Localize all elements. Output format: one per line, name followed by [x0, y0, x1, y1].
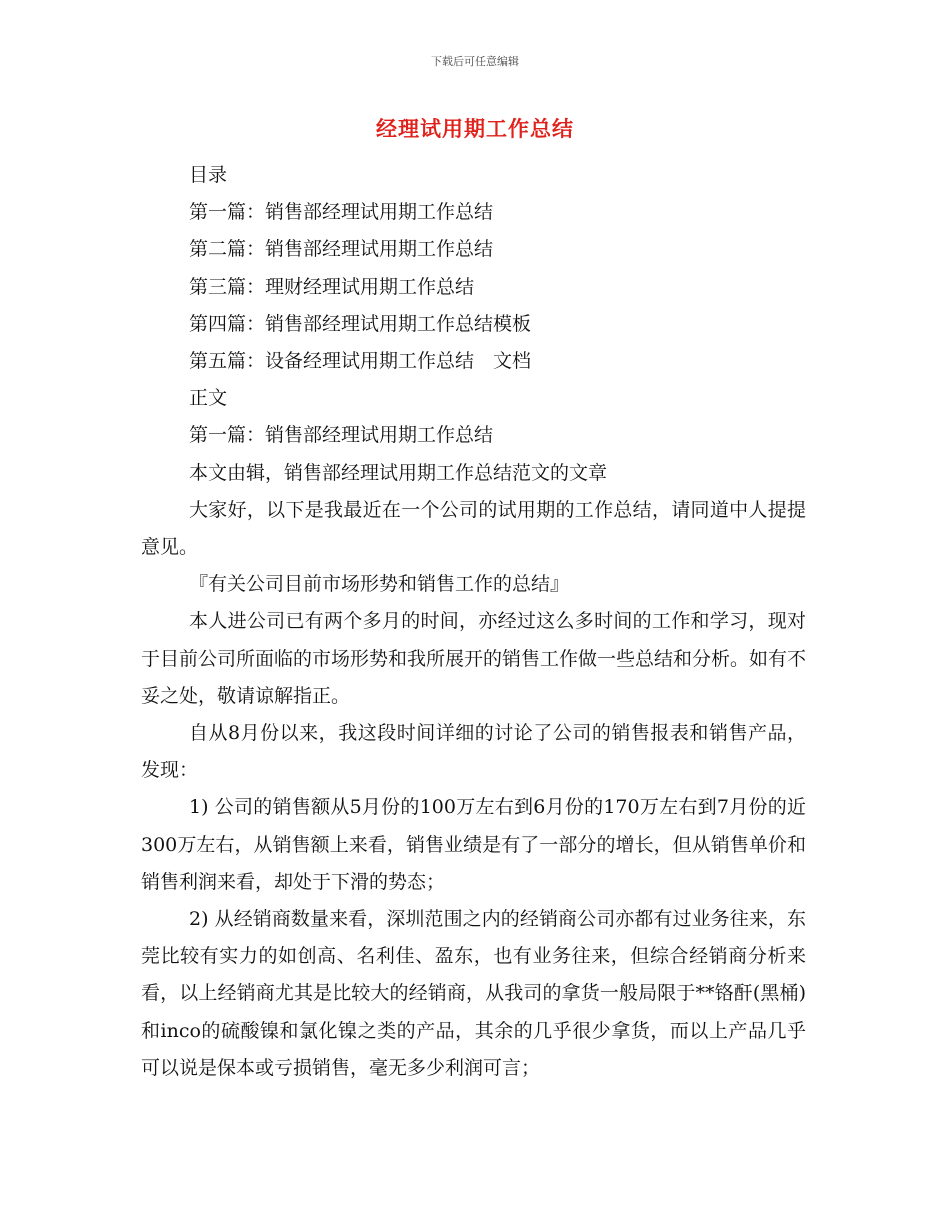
paragraph-point-1: 1) 公司的销售额从5月份的100万左右到6月份的170万左右到7月份的近300万左右，从销售额上来看，销售业绩是有了一部分的增长，但从销售单价和销售利润来看，却处于下滑的势态；	[141, 796, 806, 893]
section-title: 第一篇：销售部经理试用期工作总结	[189, 424, 494, 447]
header-note: 下载后可任意编辑	[431, 55, 519, 68]
document-title: 经理试用期工作总结	[376, 117, 574, 141]
toc-item-5: 第五篇：设备经理试用期工作总结 文档	[189, 350, 532, 373]
source-line: 本文由辑，销售部经理试用期工作总结范文的文章	[189, 461, 608, 484]
paragraph-point-2: 2) 从经销商数量来看，深圳范围之内的经销商公司亦都有过业务往来，东莞比较有实力的如创高、名利佳、盈东，也有业务往来，但综合经销商分析来看，以上经销商尤其是比较大的经销商，从我司的拿货一般局限于**铬酐(黑桶)和inco的硫酸镍和氯化镍之类的产品，其余的几乎很少拿货，而以上产品几乎可以说是保本或亏损销售，毫无多少利润可言；	[141, 908, 806, 1079]
toc-item-4: 第四篇：销售部经理试用期工作总结模板	[189, 312, 532, 335]
document-body	[141, 157, 806, 1087]
toc-item-1: 第一篇：销售部经理试用期工作总结	[189, 201, 494, 224]
paragraph-heading: 『有关公司目前市场形势和销售工作的总结』	[189, 573, 570, 596]
toc-label: 目录	[189, 164, 228, 186]
toc-item-3: 第三篇：理财经理试用期工作总结	[189, 275, 475, 298]
paragraph-findings: 自从8月份以来，我这段时间详细的讨论了公司的销售报表和销售产品，发现：	[141, 722, 806, 782]
toc-item-2: 第二篇：销售部经理试用期工作总结	[189, 238, 494, 261]
paragraph-intro: 本人进公司已有两个多月的时间，亦经过这么多时间的工作和学习，现对于目前公司所面临的市场形势和我所展开的销售工作做一些总结和分析。如有不妥之处，敬请谅解指正。	[141, 610, 807, 707]
paragraph-greeting: 大家好，以下是我最近在一个公司的试用期的工作总结，请同道中人提提意见。	[141, 498, 806, 559]
body-label: 正文	[189, 387, 228, 410]
